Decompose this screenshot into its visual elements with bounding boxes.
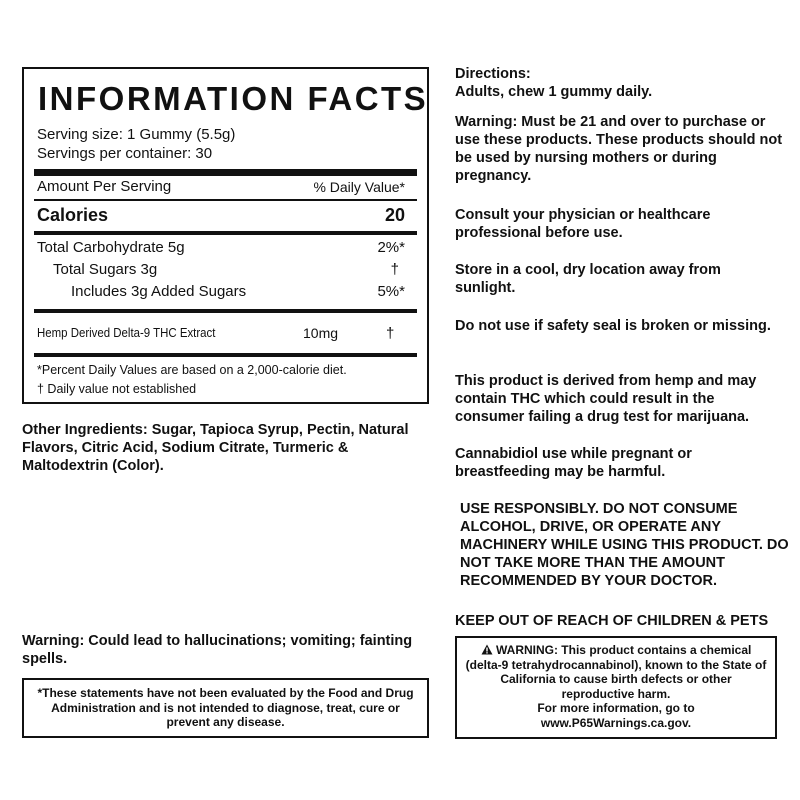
calories-label: Calories (37, 205, 109, 225)
drug-test-warning: This product is derived from hemp and may contain THC which could result in the consumer failing a drug test for marijuana. (455, 373, 757, 425)
safety-seal-note: Do not use if safety seal is broken or missing. (455, 318, 771, 334)
prop65-line1 (463, 643, 769, 658)
use-responsibly-warning: USE RESPONSIBLY. DO NOT CONSUME ALCOHOL, DRIVE, OR OPERATE ANY MACHINERY WHILE USING THIS PRODUCT. DO NOT TAKE MORE THAN THE AMOUNT RECOMMENDED BY YOUR DOCTOR. (460, 501, 789, 589)
nutrient-value: † (390, 261, 399, 278)
nutrient-row (37, 239, 405, 257)
other-ingredients: Other Ingredients: Sugar, Tapioca Syrup, Pectin, Natural Flavors, Citric Acid, Sodium Citrate, Turmeric & Maltodextrin (Color). (22, 422, 409, 474)
hemp-row (37, 325, 405, 343)
rule (34, 199, 417, 201)
prop65-more-info: For more information, go to www.P65Warnings.ca.gov. (537, 701, 695, 730)
footnote-not-established: † Daily value not established (37, 382, 197, 396)
header-row (37, 178, 405, 196)
hemp-label: Hemp Derived Delta-9 THC Extract (37, 325, 216, 340)
prop65-body: (delta-9 tetrahydrocannabinol), known to the State of California to cause birth defects or other reproductive harm. (465, 657, 767, 701)
calories-row (37, 204, 405, 226)
directions-title: Directions: (455, 66, 531, 82)
age-warning: Warning: Must be 21 and over to purchase or use these products. These products should not be used by nursing mothers or during pregnancy. (455, 114, 783, 184)
hemp-amount: 10mg (303, 325, 339, 341)
fda-disclaimer-box (22, 678, 429, 738)
prop65-warning-box (455, 636, 777, 739)
calories-value: 20 (384, 205, 405, 225)
thick-rule (34, 169, 417, 176)
nutrient-label: Includes 3g Added Sugars (71, 283, 247, 300)
fda-disclaimer-text: *These statements have not been evaluated by the Food and Drug Administration and is not intended to diagnose, treat, cure or prevent any disease. (37, 686, 414, 729)
hemp-value: † (386, 325, 395, 342)
facts-title: INFORMATION FACTS (38, 80, 429, 117)
nutrient-value: 5%* (377, 283, 405, 300)
nutrient-value: 2%* (377, 239, 405, 256)
nutrient-label: Total Sugars 3g (53, 261, 158, 278)
nutrient-label: Total Carbohydrate 5g (37, 239, 185, 256)
storage-instructions: Store in a cool, dry location away from sunlight. (455, 262, 721, 296)
information-facts-panel (22, 67, 429, 404)
medium-rule (34, 309, 417, 313)
prop65-heading: WARNING: This product contains a chemical (495, 643, 752, 657)
nutrient-row (37, 261, 405, 279)
cbd-pregnancy-warning: Cannabidiol use while pregnant or breastfeeding may be harmful. (455, 446, 692, 480)
servings-per-container: Servings per container: 30 (37, 145, 213, 162)
medium-rule (34, 353, 417, 357)
nutrient-row (37, 283, 405, 301)
daily-value-header: % Daily Value* (313, 179, 405, 195)
consult-physician: Consult your physician or healthcare professional before use. (455, 207, 711, 241)
medium-rule (34, 231, 417, 235)
warning-triangle-icon (481, 644, 493, 655)
keep-out-of-reach: KEEP OUT OF REACH OF CHILDREN & PETS (455, 613, 769, 629)
serving-size: Serving size: 1 Gummy (5.5g) (37, 126, 236, 143)
directions-text: Adults, chew 1 gummy daily. (455, 84, 653, 100)
amount-per-serving-label: Amount Per Serving (37, 178, 172, 195)
hallucination-warning: Warning: Could lead to hallucinations; vomiting; fainting spells. (22, 633, 413, 667)
footnote-daily-values: *Percent Daily Values are based on a 2,000-calorie diet. (37, 363, 347, 377)
